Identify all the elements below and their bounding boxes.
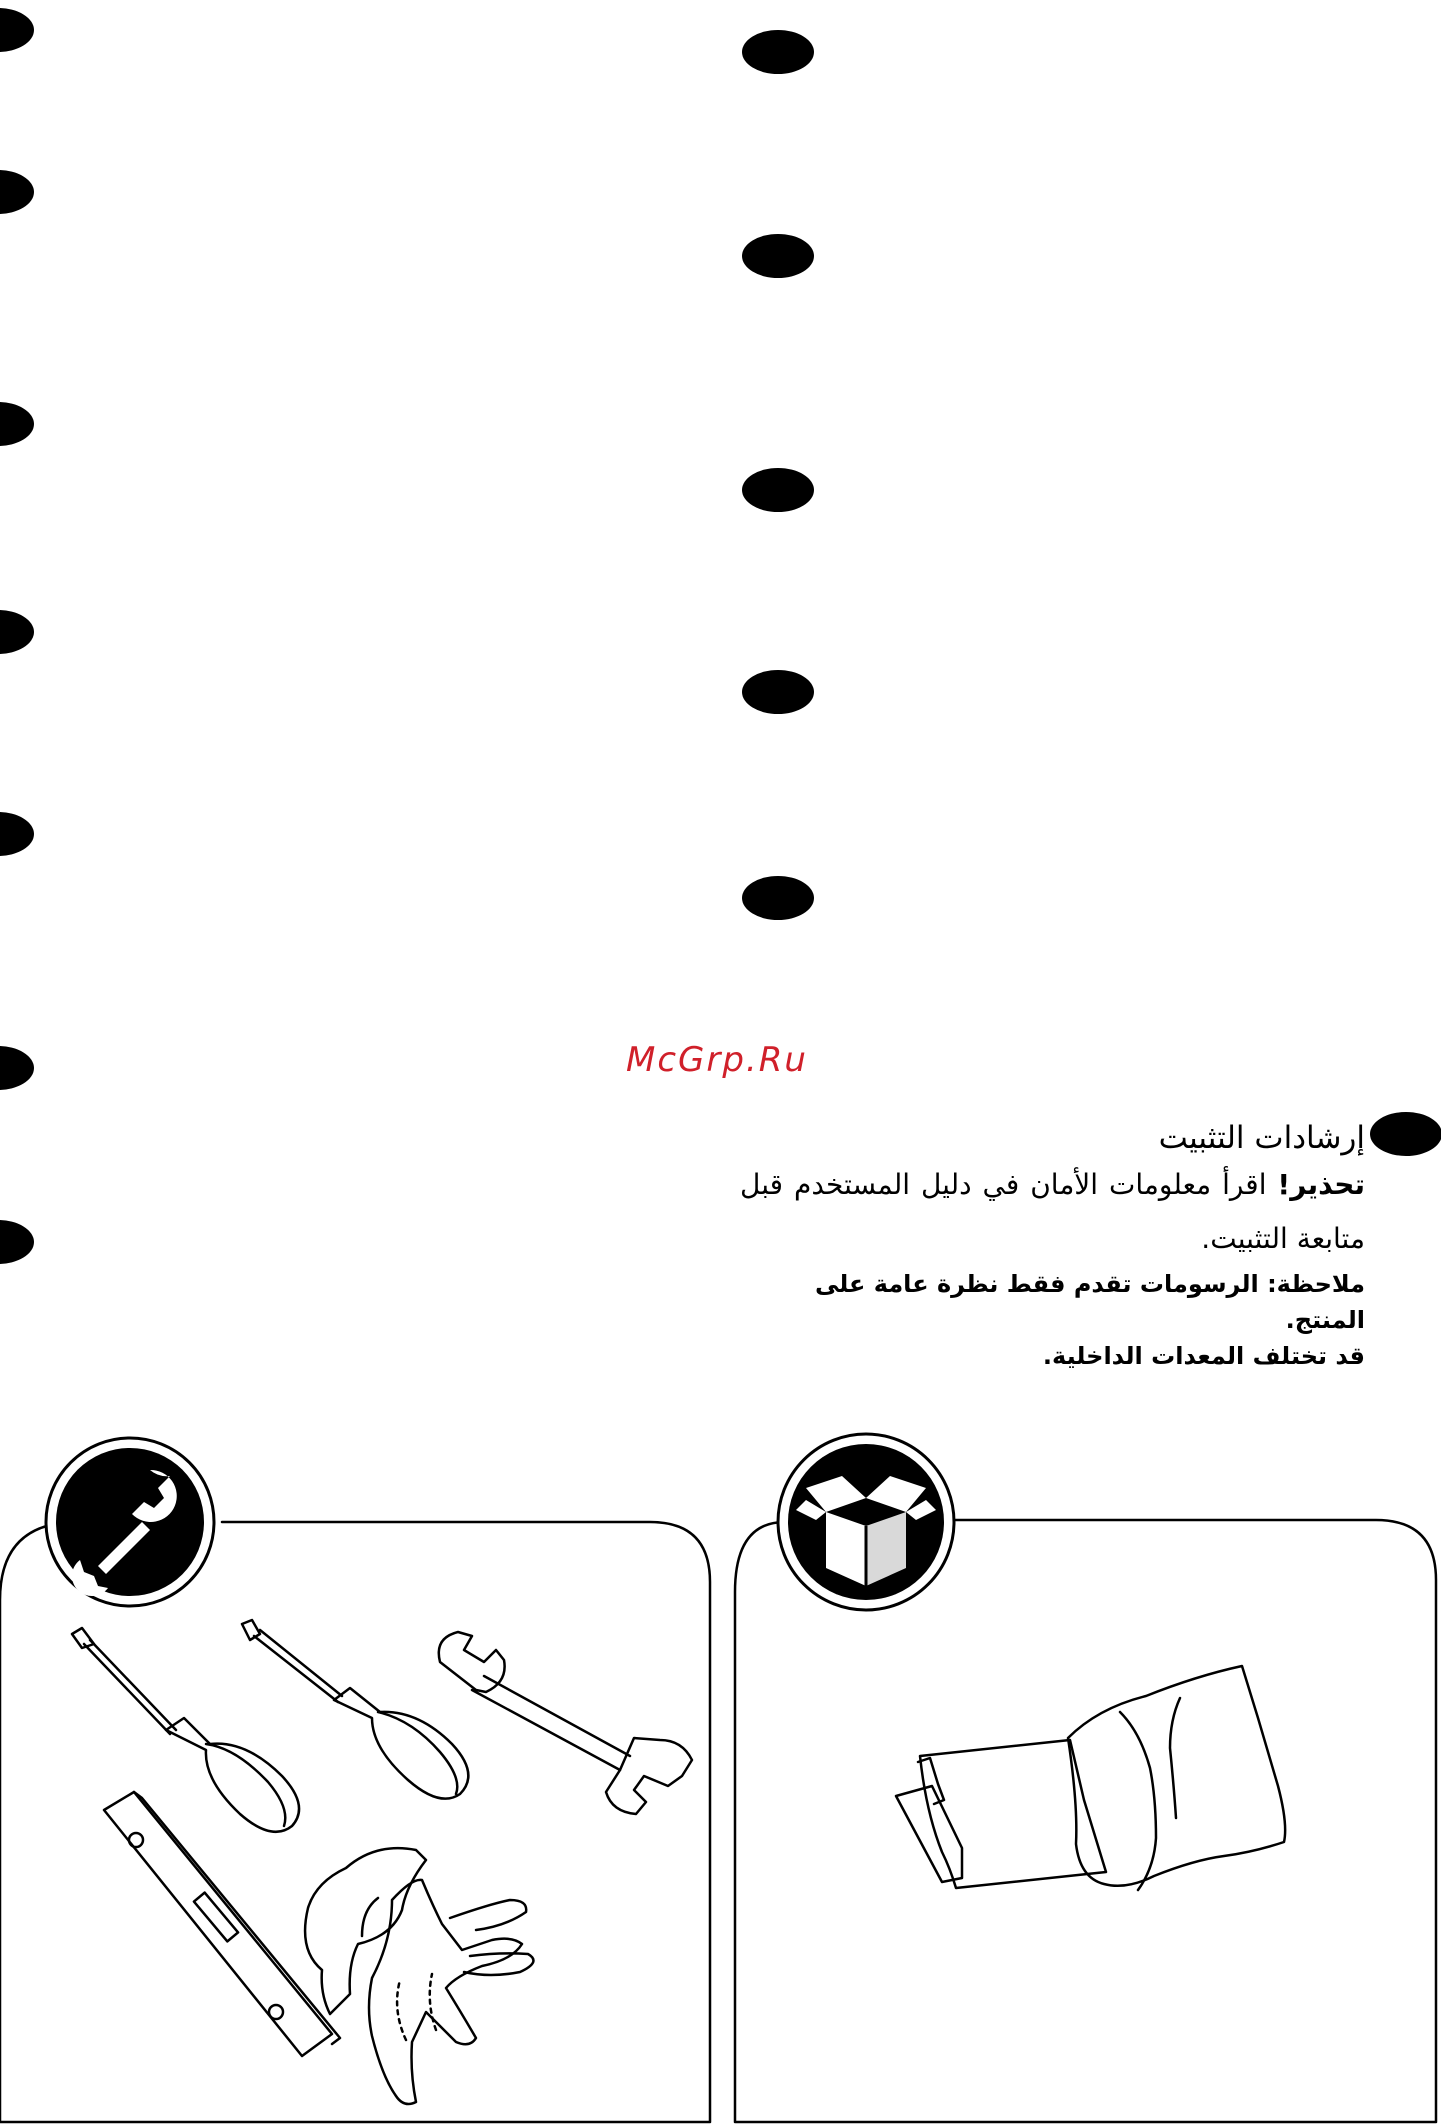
warning-lead: تحذير!: [1277, 1168, 1365, 1201]
open-end-wrench-icon: [439, 1632, 692, 1814]
tools-panel-frame: [0, 1522, 710, 2122]
open-box-icon: [778, 1434, 954, 1610]
flathead-screwdriver-icon: [72, 1628, 299, 1832]
instructions-title: إرشادات التثبيت: [1158, 1120, 1365, 1156]
note-line-2: قد تختلف المعدات الداخلية.: [1042, 1342, 1365, 1370]
watermark: McGrp.Ru: [626, 1040, 808, 1080]
documentation-in-bag-icon: [896, 1666, 1285, 1890]
contents-panel-frame: [735, 1520, 1436, 2122]
work-gloves-icon: [305, 1848, 533, 2104]
wrench-icon: [46, 1438, 214, 1606]
warning-text: اقرأ معلومات الأمان في دليل المستخدم قبل متابعة التثبيت.: [740, 1168, 1365, 1255]
note-line-1: ملاحظة: الرسومات تقدم فقط نظرة عامة على المنتج.: [814, 1270, 1365, 1334]
